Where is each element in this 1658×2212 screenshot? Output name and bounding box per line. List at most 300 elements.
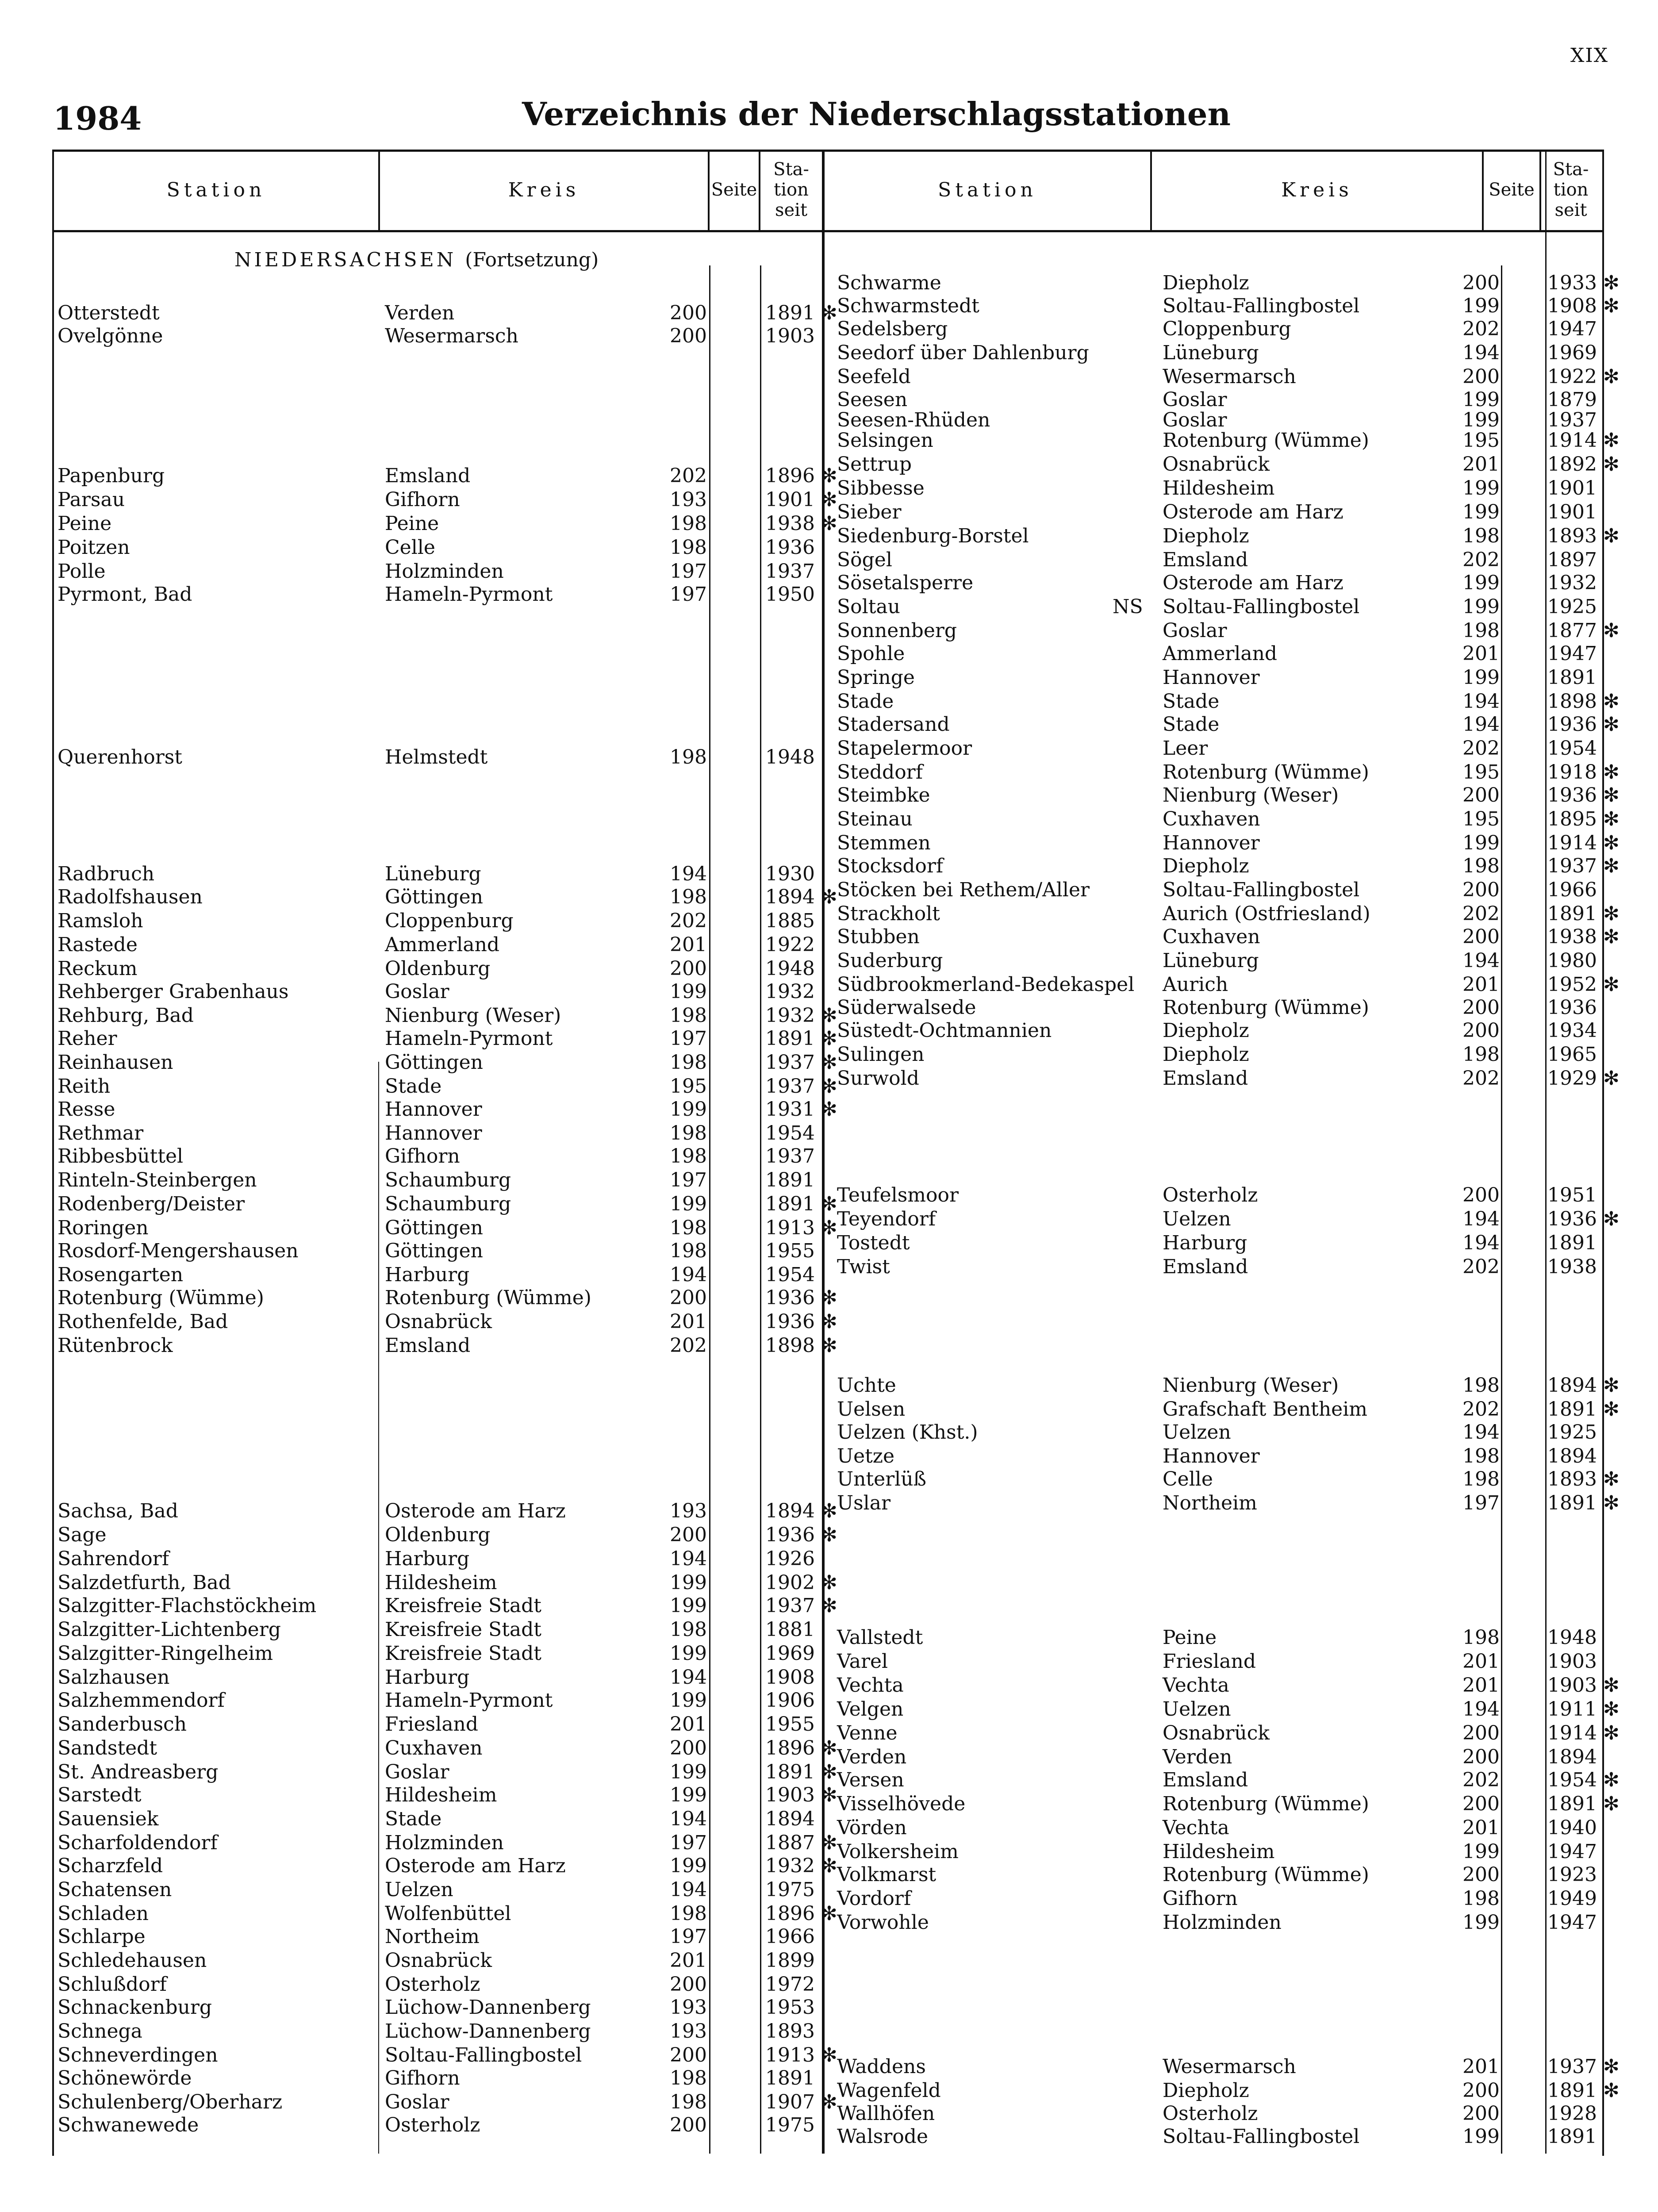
table-row [0,619,1658,642]
station-name: Süstedt-Ochtmannien [837,1019,1052,1042]
kreis-name: Emsland [1163,549,1248,571]
table-row [0,1334,1658,1357]
table-row [0,713,1658,736]
kreis-name: Cuxhaven [1163,926,1260,948]
station-name: Resse [58,1098,115,1121]
kreis-name: Nienburg (Weser) [385,1004,561,1027]
station-since-value: 1926 [765,1548,815,1570]
kreis-name: Göttingen [385,1051,483,1074]
kreis-name: Uelzen [1163,1421,1231,1444]
table-row [0,1571,1658,1594]
kreis-name: Diepholz [1163,272,1249,294]
station-name: Unterlüß [837,1468,926,1490]
seite-value: 198 [670,1004,707,1027]
kreis-name: Osterholz [385,1973,480,1996]
seite-value: 202 [1462,902,1500,925]
seite-value: 200 [1462,926,1500,948]
kreis-name: Diepholz [1163,1043,1249,1066]
seite-value: 193 [670,1500,707,1522]
station-since-value: 1947 [1547,1911,1597,1934]
station-since-value: 1954 [765,1122,815,1144]
seite-value: 199 [1462,388,1500,411]
seite-value: 198 [1462,619,1500,642]
year-heading: 1984 [53,100,142,137]
table-row [0,572,1658,595]
table-row [0,453,1658,476]
kreis-name: Stade [1163,713,1220,736]
station-name: Soltau [837,595,900,618]
station-name: Steddorf [837,761,923,783]
seite-value: 198 [670,2091,707,2113]
station-since-value: 1933 ✻ [1547,272,1620,294]
seite-value: 200 [1462,879,1500,901]
station-since-value: 1877 ✻ [1547,619,1620,642]
station-since-value: 1891 ✻ [765,302,837,324]
table-row [0,595,1658,618]
kreis-name: Soltau-Fallingbostel [1163,879,1360,901]
station-name: Stadersand [837,713,950,736]
station-name: Siedenburg-Borstel [837,525,1029,547]
station-since-value: 1903 [765,325,815,347]
table-row [0,1232,1658,1255]
kreis-name: Cloppenburg [385,910,514,932]
station-since-value: 1913 ✻ [765,1217,837,1239]
table-row [0,832,1658,855]
kreis-name: Grafschaft Bentheim [1163,1398,1368,1421]
seite-value: 202 [1462,549,1500,571]
kreis-name: Peine [385,512,439,535]
station-name: Salzgitter-Flachstöckheim [58,1594,317,1617]
seite-value: 198 [1462,1374,1500,1397]
seite-value: 194 [670,1548,707,1570]
seite-value: 198 [670,1122,707,1144]
table-row [0,477,1658,500]
kreis-name: Goslar [385,1761,449,1783]
station-since-value: 1887 ✻ [765,1832,837,1854]
station-since-value: 1879 [1547,388,1597,411]
seite-value: 201 [1462,453,1500,476]
station-since-value: 1913 ✻ [765,2044,837,2066]
station-since-value: 1891 [765,2067,815,2089]
kreis-name: Uelzen [1163,1208,1231,1230]
station-name: Schulenberg/Oberharz [58,2091,283,2113]
kreis-name: Soltau-Fallingbostel [1163,295,1360,317]
station-name: Rehburg, Bad [58,1004,194,1027]
kreis-name: Nienburg (Weser) [1163,1374,1339,1397]
station-name: Seedorf über Dahlenburg [837,342,1089,364]
table-row [0,295,1658,318]
seite-value: 194 [670,1808,707,1830]
station-since-value: 1893 [765,2020,815,2043]
seite-value: 199 [1462,595,1500,618]
seite-value: 199 [670,1098,707,1121]
station-since-value: 1901 ✻ [765,488,837,511]
seite-value: 198 [670,746,707,768]
station-since-value: 1881 [765,1618,815,1641]
station-name: Seesen [837,388,908,411]
table-row [0,1310,1658,1333]
seite-value: 199 [670,980,707,1003]
station-name: Steinau [837,808,913,830]
station-since-value: 1895 ✻ [1547,808,1620,830]
station-since-value: 1930 [765,863,815,885]
station-since-value: 1911 ✻ [1547,1698,1620,1720]
station-since-value: 1907 ✻ [765,2091,837,2113]
table-row [0,388,1658,411]
seite-value: 200 [1462,272,1500,294]
station-name: Schladen [58,1902,149,1925]
table-row [0,2020,1658,2043]
station-since-value: 1894 [1547,1445,1597,1467]
table-row [0,949,1658,972]
kreis-name: Uelzen [385,1878,453,1901]
kreis-name: Wesermarsch [1163,365,1296,388]
table-row [0,342,1658,365]
section-name: NIEDERSACHSEN [234,249,457,271]
kreis-name: Ammerland [1163,642,1278,665]
station-name: Sage [58,1524,107,1546]
station-since-value: 1947 [1547,318,1597,340]
station-since-value: 1953 [765,1996,815,2019]
station-name: Schwanewede [58,2114,199,2136]
seite-value: 202 [1462,1067,1500,1090]
kreis-name: Wesermarsch [385,325,518,347]
table-row [0,642,1658,665]
table-row [0,1650,1658,1673]
station-since-value: 1931 ✻ [765,1098,837,1121]
table-row [0,409,1658,432]
seite-value: 198 [1462,1468,1500,1490]
kreis-name: Harburg [385,1263,470,1286]
station-since-value: 1947 [1547,642,1597,665]
station-name: Rethmar [58,1122,144,1144]
station-name: Poitzen [58,536,130,559]
table-row [0,973,1658,996]
station-since-value: 1937 ✻ [765,1594,837,1617]
table-row [0,1973,1658,1996]
kreis-name: Northeim [1163,1492,1257,1514]
station-since-value: 1894 [1547,1746,1597,1768]
seite-value: 194 [1462,1698,1500,1720]
table-row [0,2125,1658,2148]
station-name: Schwarme [837,272,941,294]
seite-value: 195 [1462,429,1500,452]
table-row [0,2055,1658,2078]
kreis-name: Osterode am Harz [385,1500,566,1522]
table-row [0,1996,1658,2019]
station-since-value: 1891 [1547,666,1597,689]
seite-value: 197 [670,1169,707,1191]
page-title: Verzeichnis der Niederschlagsstationen [522,95,1231,133]
seite-value: 197 [670,560,707,583]
station-since-value: 1954 [1547,737,1597,760]
page-number: XIX [1570,44,1609,67]
header-station-right: Station [938,178,1037,201]
station-name: Schledehausen [58,1949,207,1972]
kreis-name: Kreisfreie Stadt [385,1642,541,1665]
station-name: Schneverdingen [58,2044,218,2066]
kreis-name: Goslar [1163,388,1227,411]
station-since-value: 1955 [765,1240,815,1262]
table-row [0,879,1658,902]
station-since-value: 1936 ✻ [765,1310,837,1333]
table-row [0,1374,1658,1397]
kreis-name: Friesland [1163,1650,1256,1673]
seite-value: 194 [1462,1232,1500,1254]
kreis-name: Verden [1163,1746,1232,1768]
seite-value: 199 [670,1642,707,1665]
station-since-value: 1947 [1547,1840,1597,1863]
kreis-name: Uelzen [1163,1698,1231,1720]
station-name: Visselhövede [837,1793,966,1815]
header-since-left: Sta- tion seit [773,159,809,220]
seite-value: 200 [670,1286,707,1309]
table-row [0,1492,1658,1515]
kreis-name: Hameln-Pyrmont [385,583,553,606]
seite-value: 193 [670,488,707,511]
kreis-name: Diepholz [1163,525,1249,547]
station-since-value: 1925 [1547,1421,1597,1444]
kreis-name: Celle [385,536,435,559]
table-row [0,1184,1658,1207]
kreis-name: Kreisfreie Stadt [385,1618,541,1641]
kreis-name: Verden [385,302,455,324]
kreis-name: Harburg [385,1666,470,1689]
table-row [0,2079,1658,2102]
station-name: Teufelsmoor [837,1184,959,1206]
table-row [0,1769,1658,1792]
station-name: Süderwalsede [837,996,976,1019]
seite-value: 201 [1462,1674,1500,1697]
station-since-value: 1893 ✻ [1547,525,1620,547]
station-name: Uchte [837,1374,896,1397]
kreis-name: Harburg [1163,1232,1247,1254]
station-since-value: 1948 [1547,1626,1597,1649]
station-since-value: 1894 ✻ [765,886,837,908]
station-since-value: 1937 ✻ [765,1051,837,1074]
table-row [0,902,1658,926]
kreis-name: Hildesheim [1163,1840,1275,1863]
kreis-name: Hildesheim [1163,477,1275,499]
station-since-value: 1896 ✻ [765,1902,837,1925]
station-name: Surwold [837,1067,919,1090]
seite-value: 200 [670,2114,707,2136]
station-name: Waddens [837,2055,926,2078]
seite-value: 194 [1462,1421,1500,1444]
station-since-value: 1885 [765,910,815,932]
seite-value: 194 [1462,342,1500,364]
station-since-value: 1936 [1547,996,1597,1019]
station-name: Sahrendorf [58,1548,169,1570]
station-since-value: 1923 [1547,1863,1597,1886]
station-since-value: 1936 ✻ [765,1524,837,1546]
kreis-name: Stade [385,1075,442,1098]
station-name: St. Andreasberg [58,1761,219,1783]
station-name: Rotenburg (Wümme) [58,1286,264,1309]
station-since-value: 1898 ✻ [1547,690,1620,713]
station-since-value: 1891 ✻ [765,1761,837,1783]
station-name: Sieber [837,501,902,523]
station-since-value: 1937 ✻ [1547,855,1620,877]
seite-value: 199 [1462,666,1500,689]
station-since-value: 1899 [765,1949,815,1972]
station-since-value: 1891 ✻ [1547,1398,1620,1421]
station-note: NS [1113,595,1143,618]
table-row [0,1746,1658,1769]
kreis-name: Osnabrück [385,1949,492,1972]
section-heading [234,249,599,271]
kreis-name: Rotenburg (Wümme) [1163,429,1369,452]
station-name: Rütenbrock [58,1334,173,1357]
kreis-name: Gifhorn [385,2067,460,2089]
station-since-value: 1897 [1547,549,1597,571]
seite-value: 201 [670,933,707,956]
table-row [0,996,1658,1019]
kreis-name: Lüneburg [385,863,481,885]
station-name: Sedelsberg [837,318,948,340]
header-seite-left: Seite [711,180,757,200]
station-since-value: 1937 [1547,409,1597,431]
table-row [0,318,1658,341]
station-since-value: 1932 ✻ [765,1004,837,1027]
table-row [0,1122,1658,1145]
seite-value: 198 [670,1618,707,1641]
station-name: Wagenfeld [837,2079,941,2102]
table-row [0,1840,1658,1863]
station-since-value: 1891 ✻ [1547,1793,1620,1815]
station-since-value: 1932 ✻ [765,1855,837,1877]
station-name: Sarstedt [58,1784,142,1806]
station-since-value: 1969 [765,1642,815,1665]
station-since-value: 1903 [1547,1650,1597,1673]
kreis-name: Gifhorn [385,488,460,511]
seite-value: 198 [670,2067,707,2089]
kreis-name: Wesermarsch [1163,2055,1296,2078]
kreis-name: Holzminden [1163,1911,1282,1934]
kreis-name: Peine [1163,1626,1217,1649]
table-row [0,1594,1658,1617]
seite-value: 200 [1462,1722,1500,1744]
station-since-value: 1929 ✻ [1547,1067,1620,1090]
kreis-name: Harburg [385,1548,470,1570]
table-row [0,855,1658,878]
station-name: Salzgitter-Ringelheim [58,1642,273,1665]
header-seite-right: Seite [1489,180,1535,200]
station-since-value: 1908 ✻ [1547,295,1620,317]
kreis-name: Osterode am Harz [1163,501,1343,523]
station-name: Sauensiek [58,1808,159,1830]
kreis-name: Göttingen [385,1240,483,1262]
seite-value: 199 [1462,832,1500,854]
table-row [0,808,1658,831]
seite-value: 202 [1462,737,1500,760]
seite-value: 202 [670,465,707,487]
kreis-name: Ammerland [385,933,500,956]
seite-value: 194 [670,1263,707,1286]
kreis-name: Goslar [385,2091,449,2113]
station-name: Uslar [837,1492,890,1514]
seite-value: 200 [670,1524,707,1546]
station-since-value: 1894 ✻ [765,1500,837,1522]
kreis-name: Soltau-Fallingbostel [1163,595,1360,618]
station-since-value: 1975 [765,1878,815,1901]
station-since-value: 1938 ✻ [765,512,837,535]
table-row [0,1256,1658,1279]
table-row [0,1019,1658,1042]
kreis-name: Celle [1163,1468,1213,1490]
station-name: Schlarpe [58,1925,146,1948]
table-row [0,2102,1658,2125]
station-name: Schatensen [58,1878,172,1901]
kreis-name: Northeim [385,1925,480,1948]
table-row [0,365,1658,388]
station-name: Vordorf [837,1887,911,1910]
station-since-value: 1948 [765,746,815,768]
station-name: Tostedt [837,1232,910,1254]
station-name: Reinhausen [58,1051,173,1074]
station-name: Springe [837,666,915,689]
station-name: Twist [837,1256,890,1278]
seite-value: 199 [670,1784,707,1806]
station-name: Radolfshausen [58,886,203,908]
table-row [0,549,1658,572]
table-row [0,1421,1658,1444]
station-name: Parsau [58,488,125,511]
kreis-name: Holzminden [385,1832,504,1854]
station-name: Vörden [837,1816,907,1839]
seite-value: 194 [670,1878,707,1901]
table-row [0,1208,1658,1231]
station-name: Stubben [837,926,920,948]
station-since-value: 1922 ✻ [1547,365,1620,388]
station-name: Südbrookmerland-Bedekaspel [837,973,1135,996]
station-name: Seefeld [837,365,911,388]
station-name: Uelsen [837,1398,906,1421]
table-row [0,1145,1658,1168]
station-since-value: 1891 [1547,2125,1597,2148]
kreis-name: Hildesheim [385,1784,497,1806]
station-since-value: 1937 [765,560,815,583]
station-name: Salzhausen [58,1666,170,1689]
station-name: Otterstedt [58,302,160,324]
seite-value: 201 [670,1713,707,1736]
kreis-name: Osterholz [1163,1184,1258,1206]
station-since-value: 1972 [765,1973,815,1996]
seite-value: 194 [1462,713,1500,736]
station-name: Querenhorst [58,746,182,768]
kreis-name: Schaumburg [385,1169,511,1191]
station-name: Rosdorf-Mengershausen [58,1240,299,1262]
station-since-value: 1901 [1547,477,1597,499]
kreis-name: Osterode am Harz [385,1855,566,1877]
table-row [0,1548,1658,1571]
station-name: Stemmen [837,832,931,854]
station-name: Ovelgönne [58,325,163,347]
seite-value: 197 [670,1832,707,1854]
station-name: Scharzfeld [58,1855,163,1877]
station-name: Sulingen [837,1043,925,1066]
station-since-value: 1966 [1547,879,1597,901]
station-name: Schwarmstedt [837,295,979,317]
seite-value: 198 [1462,1445,1500,1467]
kreis-name: Wolfenbüttel [385,1902,511,1925]
seite-value: 200 [1462,1863,1500,1886]
station-since-value: 1891 [765,1169,815,1191]
station-name: Ramsloh [58,910,143,932]
station-name: Steimbke [837,784,930,806]
seite-value: 202 [1462,1256,1500,1278]
station-name: Vallstedt [837,1626,923,1649]
